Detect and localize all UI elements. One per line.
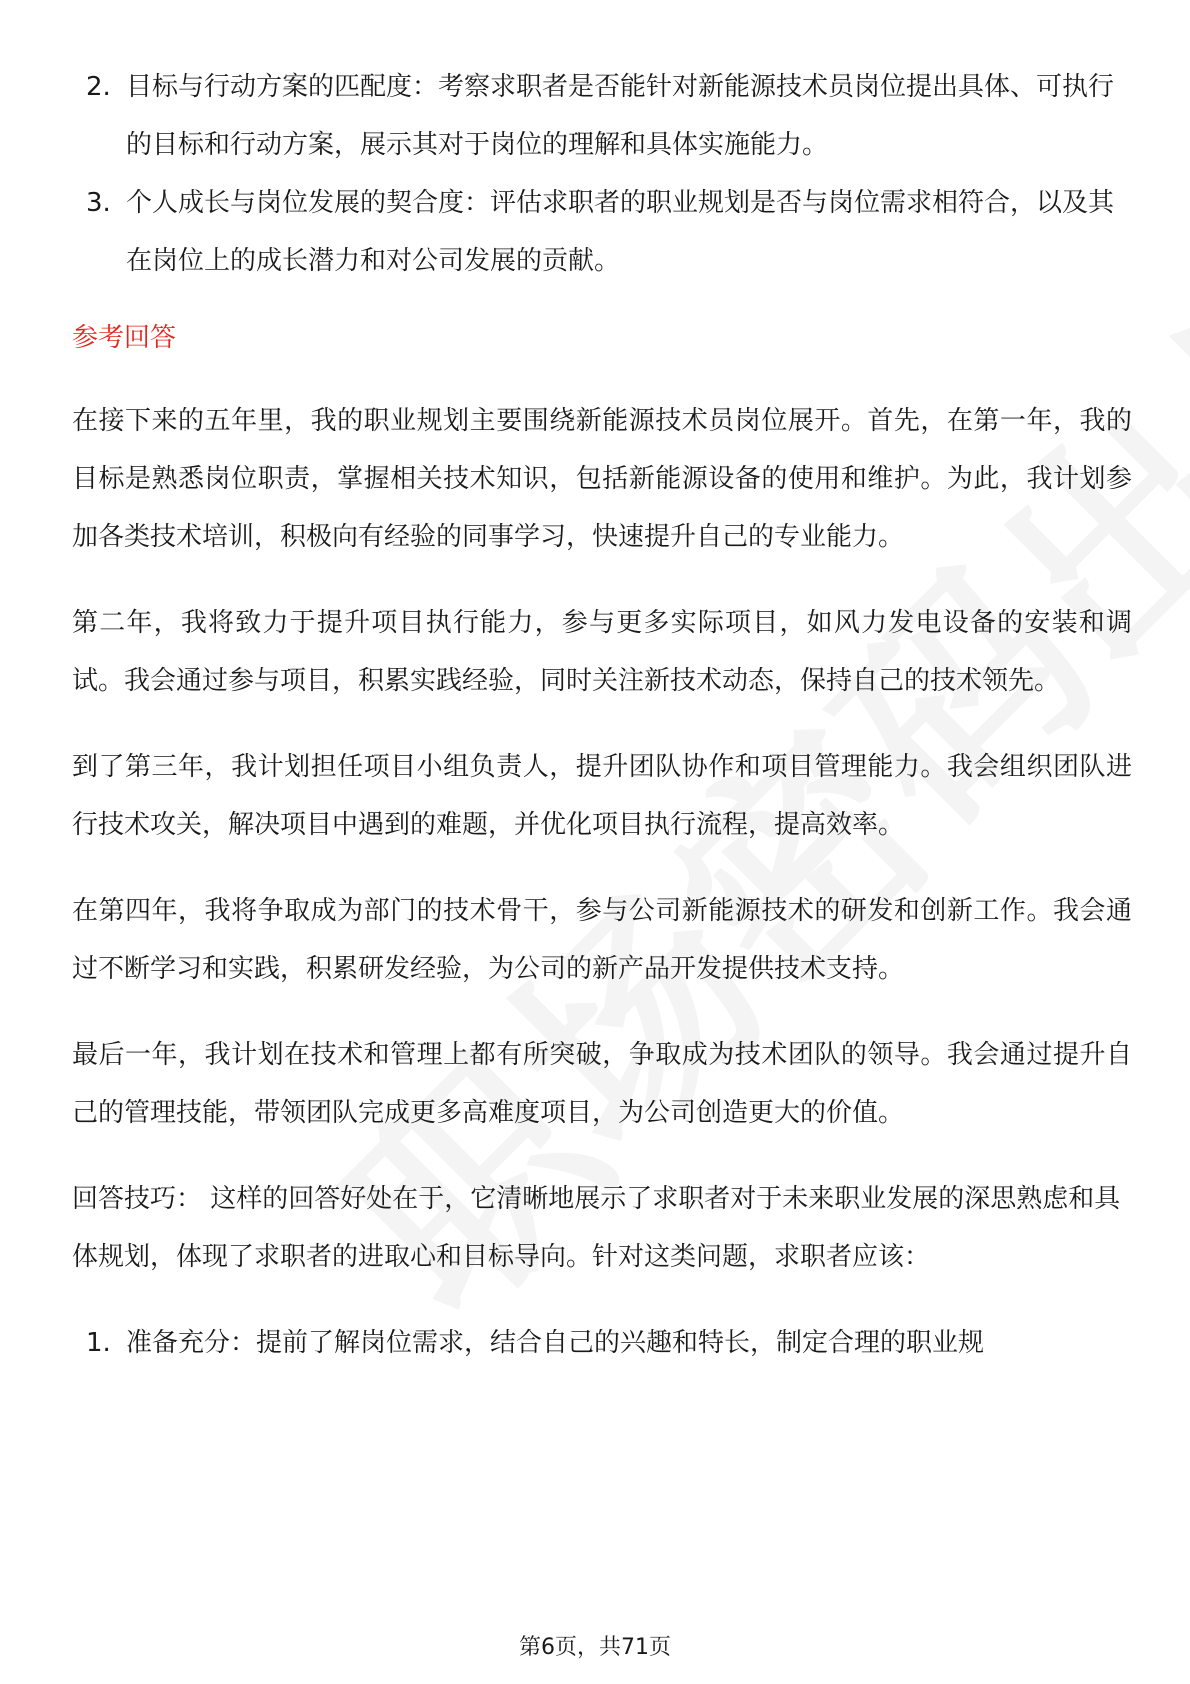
answer-paragraph: 到了第三年，我计划担任项目小组负责人，提升团队协作和项目管理能力。我会组织团队进行技术攻关，解决项目中遇到的难题，并优化项目执行流程，提高效率。 — [72, 752, 1132, 840]
answer-tips: 回答技巧： 这样的回答好处在于，它清晰地展示了求职者对于未来职业发展的深思熟虑和具体规划，体现了求职者的进取心和目标导向。针对这类问题，求职者应该： — [72, 1184, 1121, 1272]
list-number: 2. — [86, 72, 111, 102]
list-text: 目标与行动方案的匹配度：考察求职者是否能针对新能源技术员岗位提出具体、可执行的目标和行动方案，展示其对于岗位的理解和具体实施能力。 — [126, 72, 1115, 160]
answer-paragraph: 第二年，我将致力于提升项目执行能力，参与更多实际项目，如风力发电设备的安装和调试。我会通过参与项目，积累实践经验，同时关注新技术动态，保持自己的技术领先。 — [72, 608, 1132, 696]
list-number: 3. — [86, 188, 111, 218]
list-text: 个人成长与岗位发展的契合度：评估求职者的职业规划是否与岗位需求相符合，以及其在岗位上的成长潜力和对公司发展的贡献。 — [126, 188, 1115, 276]
answer-paragraph: 最后一年，我计划在技术和管理上都有所突破，争取成为技术团队的领导。我会通过提升自己的管理技能，带领团队完成更多高难度项目，为公司创造更大的价值。 — [72, 1040, 1132, 1128]
answer-paragraph: 在第四年，我将争取成为部门的技术骨干，参与公司新能源技术的研发和创新工作。我会通过不断学习和实践，积累研发经验，为公司的新产品开发提供技术支持。 — [72, 896, 1132, 984]
answer-paragraph: 在接下来的五年里，我的职业规划主要围绕新能源技术员岗位展开。首先，在第一年，我的目标是熟悉岗位职责，掌握相关技术知识，包括新能源设备的使用和维护。为此，我计划参加各类技术培训，积极向有经验的同事学习，快速提升自己的专业能力。 — [72, 406, 1132, 552]
list-text: 准备充分：提前了解岗位需求，结合自己的兴趣和特长，制定合理的职业规 — [126, 1328, 985, 1358]
list-item — [72, 174, 1132, 290]
list-number: 1. — [86, 1328, 111, 1358]
criteria-list — [72, 58, 1132, 290]
page-footer: 第6页，共71页 — [519, 1635, 671, 1660]
document-page — [72, 58, 1132, 1372]
list-item — [72, 1314, 1132, 1372]
tips-list — [72, 1314, 1132, 1372]
list-item — [72, 58, 1132, 174]
answer-heading: 参考回答 — [72, 323, 177, 353]
